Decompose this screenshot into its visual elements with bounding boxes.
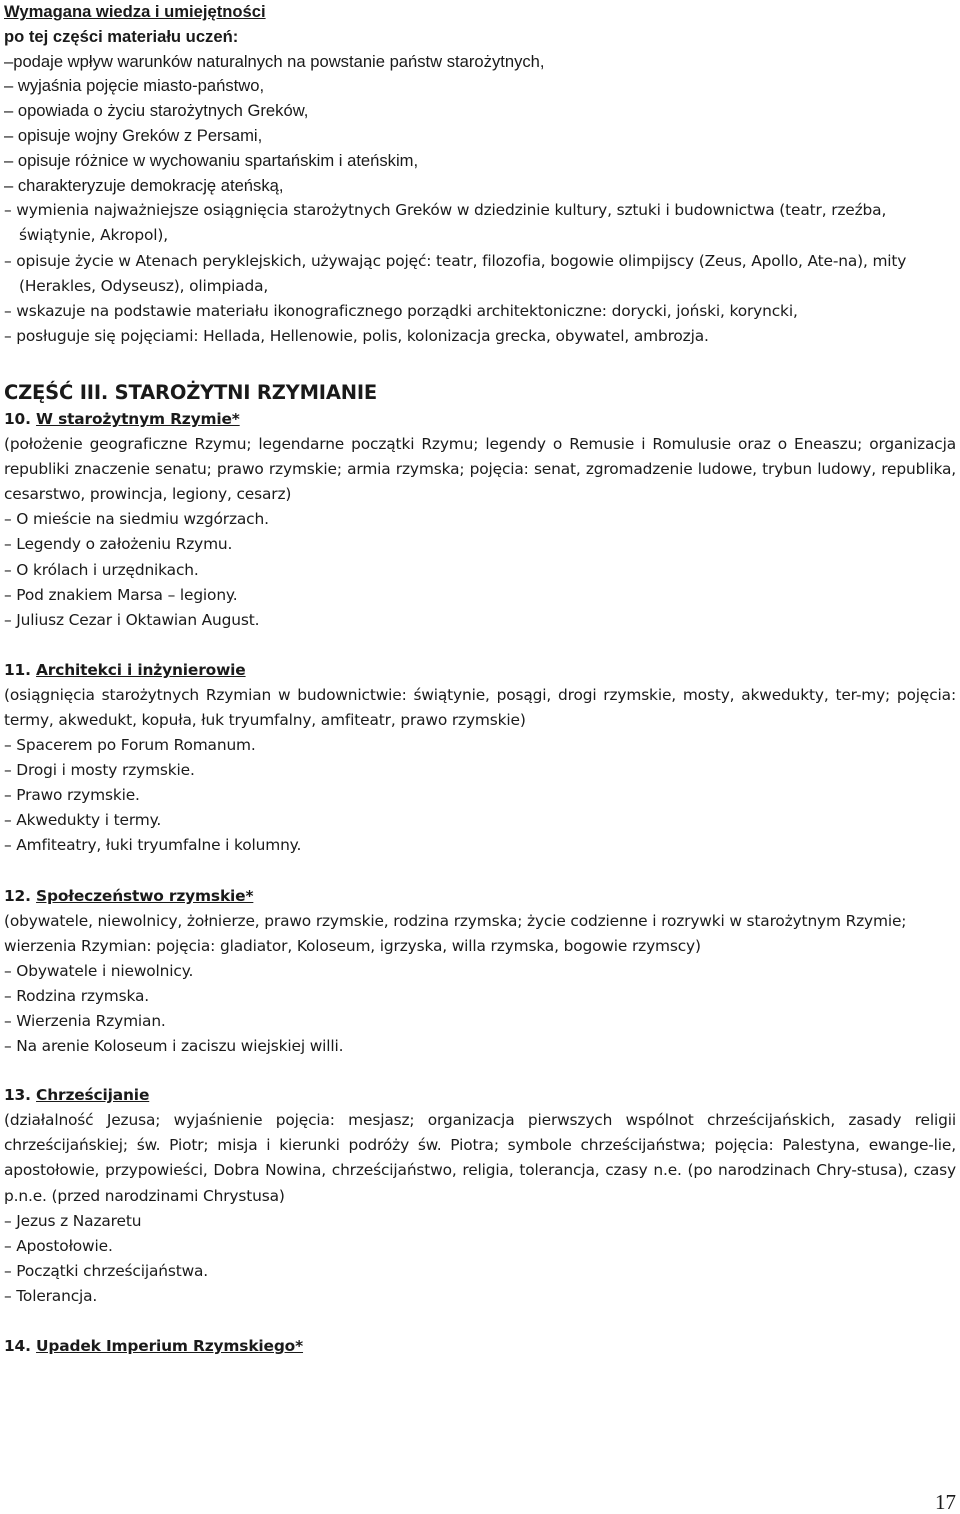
lesson-item: – Prawo rzymskie. [4,786,140,805]
lesson-item: – Drogi i mosty rzymskie. [4,761,195,780]
topic-title: Chrześcijanie [36,1086,150,1105]
lesson-item: – Rodzina rzymska. [4,986,149,1005]
lesson-item: – Początki chrześcijaństwa. [4,1261,209,1280]
topic-description: (działalność Jezusa; wyjaśnienie pojęcia: mesjasz; organizacja pierwszych wspólnot chrześcijańskich, zasady religii chrześcijańskiej; św. Piotr; misja i kierunki podróży św. Piotra; symbole chrześcijaństwa; pojęcia: Palestyna, ewange-lie, apostołowie, przypowieści, Dobra Nowina, chrześcijaństwo, religia, tolerancja, czasy n.e. (po narodzinach Chry-stusa), czasy p.n.e. (przed narodzinami Chrystusa) [4,1111,956,1205]
list-item: – opisuje różnice w wychowaniu spartańskim i ateńskim, [4,150,419,170]
list-item: – wskazuje na podstawie materiału ikonograficznego porządki architektoniczne: dorycki, joński, koryncki, [4,301,798,320]
topic-heading [4,1334,956,1359]
requirements-subheading: po tej części materiału uczeń: [4,26,239,46]
lesson-item: – Juliusz Cezar i Oktawian August. [4,610,260,629]
lesson-item: – Apostołowie. [4,1236,113,1255]
lesson-item: – Spacerem po Forum Romanum. [4,736,256,755]
requirements-heading: Wymagana wiedza i umiejętności [4,2,266,21]
topic-number: 10. [4,409,31,428]
topic-title: W starożytnym Rzymie* [36,409,240,428]
topic-heading [4,407,956,432]
topic-10 [4,407,956,633]
lesson-item: – Tolerancja. [4,1286,98,1305]
lesson-item: – Akwedukty i termy. [4,811,162,830]
topic-title: Upadek Imperium Rzymskiego* [36,1337,304,1356]
topic-number: 11. [4,660,31,679]
list-item: – wyjaśnia pojęcie miasto-państwo, [4,76,265,96]
topic-number: 13. [4,1086,31,1105]
topic-description: (osiągnięcia starożytnych Rzymian w budownictwie: świątynie, posągi, drogi rzymskie, mosty, akwedukty, ter-my; pojęcia: termy, akwedukt, kopuła, łuk tryumfalny, amfiteatr, prawo rzymskie) [4,685,956,729]
list-item: – opisuje wojny Greków z Persami, [4,125,263,145]
list-item: – charakteryzuje demokrację ateńską, [4,175,284,195]
topic-12 [4,884,956,1060]
page-number: 17 [935,1490,956,1514]
topic-13 [4,1083,956,1309]
lesson-item: – Jezus z Nazaretu [4,1211,142,1230]
topic-title: Społeczeństwo rzymskie* [36,886,254,905]
part-title: CZĘŚĆ III. STAROŻYTNI RZYMIANIE [4,380,378,404]
topic-11 [4,658,956,859]
topic-title: Architekci i inżynierowie [36,660,246,679]
topic-number: 14. [4,1337,31,1356]
list-item: – wymienia najważniejsze osiągnięcia starożytnych Greków w dziedzinie kultury, sztuki i budownictwa (teatr, rzeźba, świątynie, Akropol), [4,201,887,245]
list-item: – posługuje się pojęciami: Hellada, Hellenowie, polis, kolonizacja grecka, obywatel, ambrozja. [4,326,709,345]
lesson-item: – Amfiteatry, łuki tryumfalne i kolumny. [4,836,302,855]
lesson-item: – Na arenie Koloseum i zaciszu wiejskiej willi. [4,1037,344,1056]
lesson-item: – Obywatele i niewolnicy. [4,961,194,980]
topic-description: (obywatele, niewolnicy, żołnierze, prawo rzymskie, rodzina rzymska; życie codzienne i rozrywki w starożytnym Rzymie; wierzenia Rzymian: pojęcia: gladiator, Koloseum, igrzyska, willa rzymska, bogowie rzymscy) [4,911,907,955]
topic-heading [4,1083,956,1108]
list-item: – opowiada o życiu starożytnych Greków, [4,101,309,121]
list-item: –podaje wpływ warunków naturalnych na powstanie państw starożytnych, [4,51,545,71]
topic-14 [4,1334,956,1359]
topic-heading [4,658,956,683]
document-page [4,0,956,1359]
lesson-item: – Pod znakiem Marsa – legiony. [4,585,238,604]
lesson-item: – O królach i urzędnikach. [4,560,199,579]
lesson-item: – O mieście na siedmiu wzgórzach. [4,510,269,529]
topic-heading [4,884,956,909]
topic-description: (położenie geograficzne Rzymu; legendarne początki Rzymu; legendy o Remusie i Romulusie oraz o Eneaszu; organizacja republiki znaczenie senatu; prawo rzymskie; armia rzymska; pojęcia: senat, zgromadzenie ludowe, trybun ludowy, republika, cesarstwo, prowincja, legiony, cesarz) [4,435,956,504]
topic-number: 12. [4,886,31,905]
lesson-item: – Legendy o założeniu Rzymu. [4,535,233,554]
requirements-continued [4,198,956,1359]
list-item: – opisuje życie w Atenach peryklejskich, używając pojęć: teatr, filozofia, bogowie olimpijscy (Zeus, Apollo, Ate-na), mity (Herakles, Odyseusz), olimpiada, [4,251,907,295]
lesson-item: – Wierzenia Rzymian. [4,1012,166,1030]
requirements-section [4,0,956,198]
